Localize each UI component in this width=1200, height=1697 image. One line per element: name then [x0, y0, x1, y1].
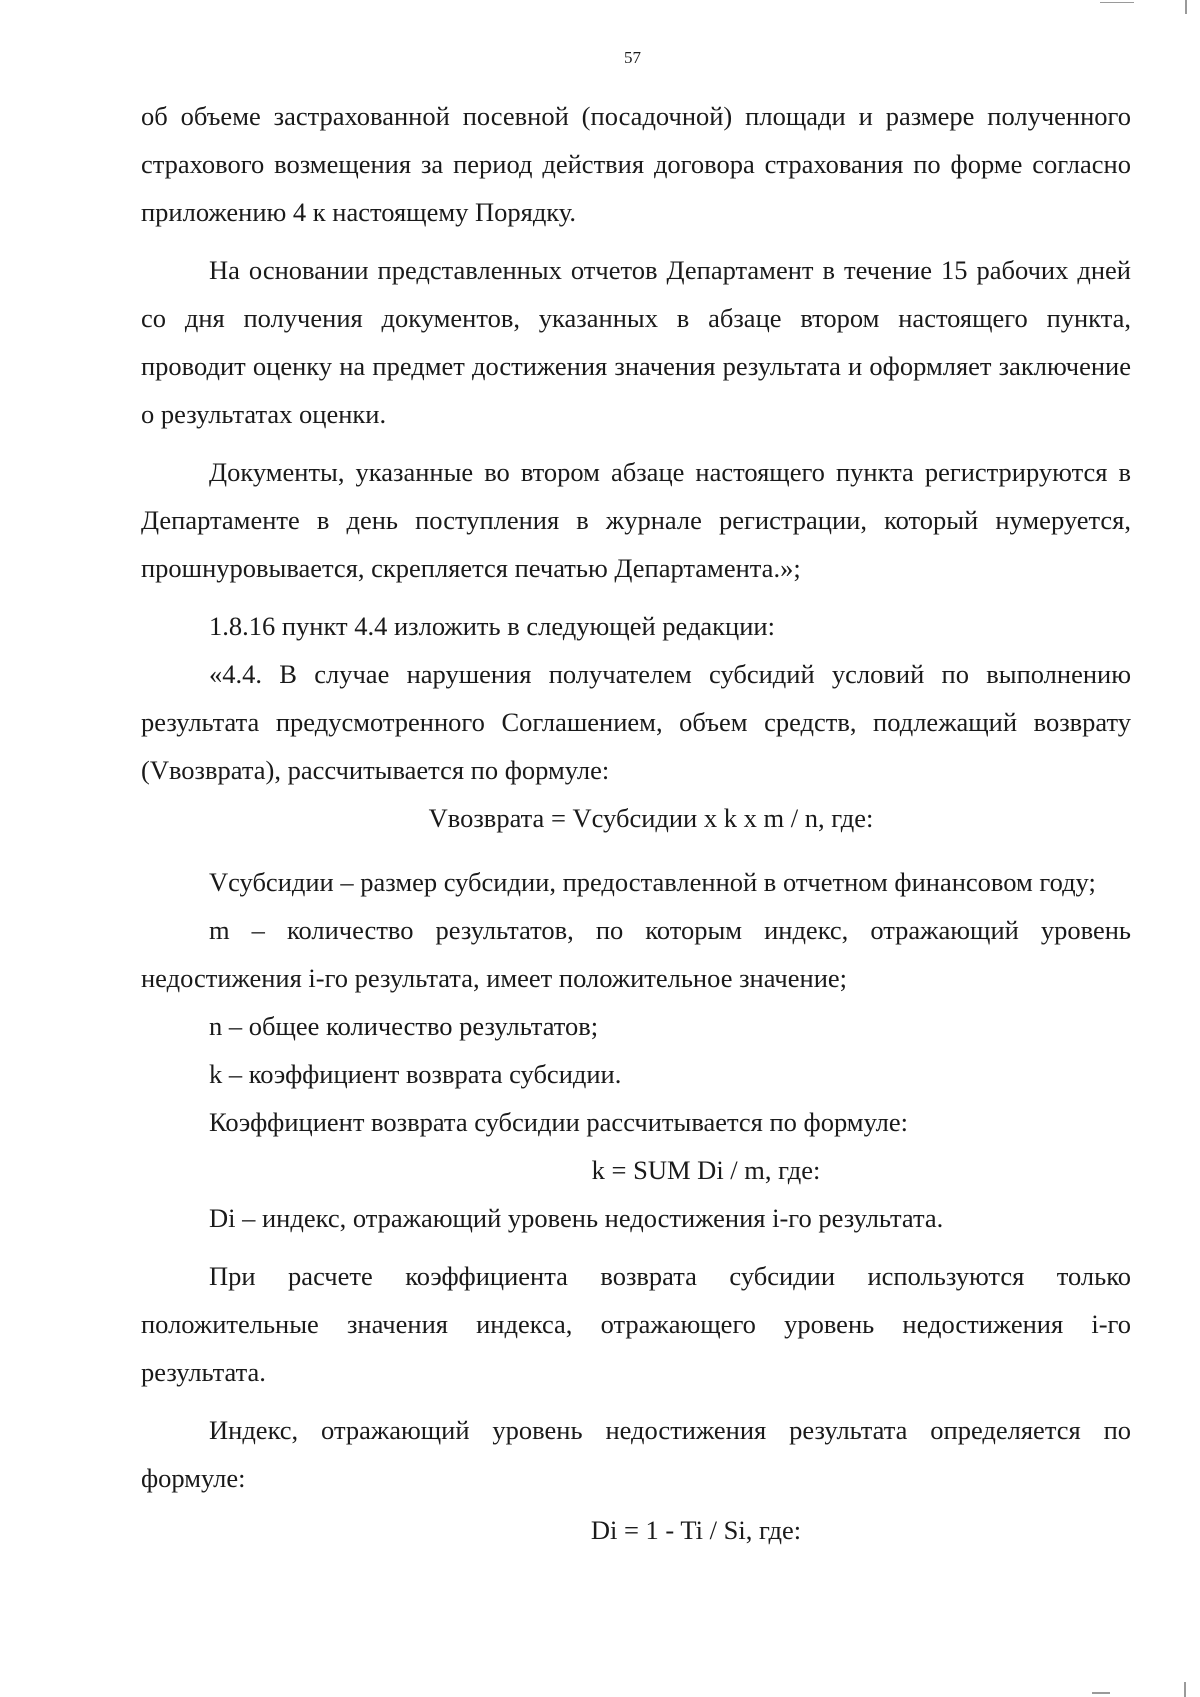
paragraph-continuation: об объеме застрахованной посевной (посадочной) площади и размере полученного страхового возмещения за период действия договора страхования по форме согласно приложению 4 к настоящему Порядку.	[141, 101, 1131, 227]
paragraph-clause-4-4: «4.4. В случае нарушения получателем субсидий условий по выполнению результата предусмотренного Соглашением, объем средств, подлежащий возврату (Vвозврата), рассчитывается по формуле:	[141, 659, 1131, 785]
definition-n: n – общее количество результатов;	[209, 1011, 599, 1041]
paragraph-document-registration: Документы, указанные во втором абзаце настоящего пункта регистрируются в Департаменте в день поступления в журнале регистрации, который нумеруется, прошнуровывается, скрепляется печатью Департамента.»;	[141, 457, 1131, 583]
scan-artifact-bottom-edge	[1184, 1682, 1186, 1697]
paragraph-report-evaluation: На основании представленных отчетов Департамент в течение 15 рабочих дней со дня получения документов, указанных в абзаце втором настоящего пункта, проводит оценку на предмет достижения значения результата и оформляет заключение о результатах оценки.	[141, 255, 1131, 429]
formula-index: Di = 1 - Ti / Si, где:	[590, 1515, 802, 1545]
formula-coefficient: k = SUM Di / m, где:	[591, 1155, 821, 1185]
paragraph-index-formula-intro: Индекс, отражающий уровень недостижения результата определяется по формуле:	[141, 1415, 1131, 1493]
paragraph-amendment-clause: 1.8.16 пункт 4.4 изложить в следующей редакции:	[209, 611, 775, 641]
page-number: 57	[624, 48, 641, 67]
scan-artifact-top-right-dash	[1100, 2, 1134, 3]
definition-k: k – коэффициент возврата субсидии.	[209, 1059, 622, 1089]
formula-refund-amount: Vвозврата = Vсубсидии x k x m / n, где:	[428, 803, 874, 833]
scan-artifact-top-right	[1185, 0, 1187, 14]
document-body	[141, 92, 1131, 1554]
definition-subsidy-size: Vсубсидии – размер субсидии, предоставленной в отчетном финансовом году;	[209, 867, 1096, 897]
scan-artifact-bottom-right	[1092, 1692, 1110, 1694]
paragraph-coefficient-formula-intro: Коэффициент возврата субсидии рассчитывается по формуле:	[209, 1107, 909, 1137]
paragraph-positive-values: При расчете коэффициента возврата субсидии используются только положительные значения индекса, отражающего уровень недостижения i-го результата.	[141, 1261, 1131, 1387]
definition-m: m – количество результатов, по которым индекс, отражающий уровень недостижения i-го результата, имеет положительное значение;	[141, 915, 1131, 993]
definition-di: Di – индекс, отражающий уровень недостижения i-го результата.	[209, 1203, 944, 1233]
